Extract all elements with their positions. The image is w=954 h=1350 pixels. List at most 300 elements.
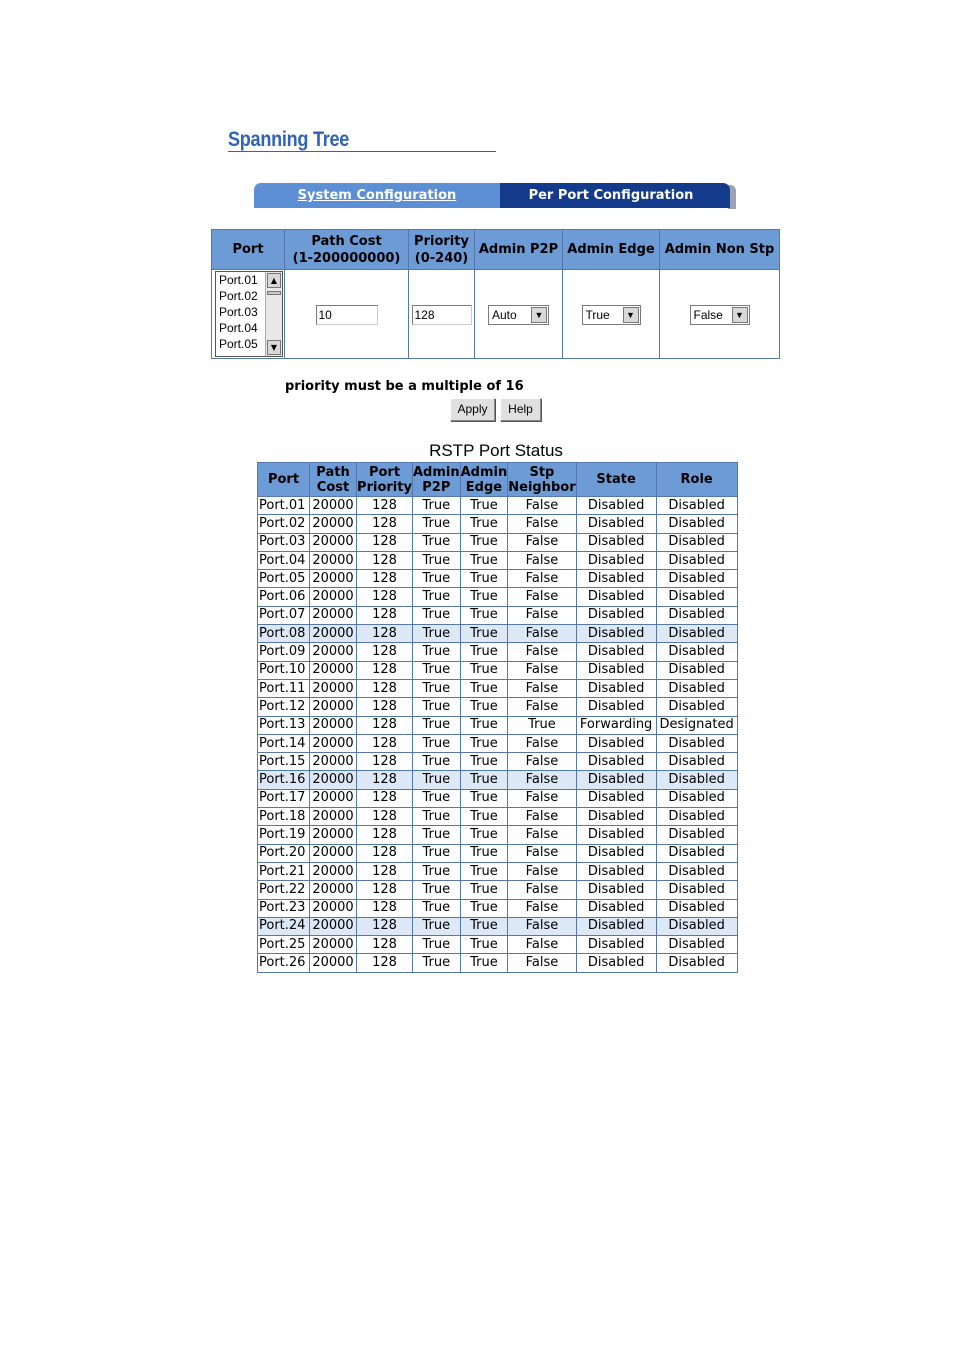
table-cell: 128	[357, 679, 413, 697]
table-cell: Disabled	[656, 643, 737, 661]
table-cell: True	[413, 771, 461, 789]
table-cell: True	[460, 698, 508, 716]
table-cell: True	[413, 698, 461, 716]
priority-cell	[409, 270, 475, 359]
table-cell: 20000	[310, 716, 357, 734]
table-cell: Disabled	[656, 734, 737, 752]
col-priority-range: (0-240)	[414, 250, 469, 266]
table-cell: True	[413, 606, 461, 624]
path-cost-cell	[285, 270, 409, 359]
table-cell: Port.20	[258, 844, 310, 862]
table-cell: 20000	[310, 899, 357, 917]
table-cell: Disabled	[576, 917, 656, 935]
table-cell: Port.15	[258, 753, 310, 771]
table-cell: Disabled	[656, 570, 737, 588]
table-cell: Port.26	[258, 954, 310, 972]
status-col-stp-neighbor-l1: Stp	[529, 464, 555, 480]
col-priority-label: Priority	[414, 233, 469, 249]
chevron-down-icon[interactable]: ▼	[531, 307, 547, 323]
priority-note: priority must be a multiple of 16	[285, 379, 524, 394]
table-cell: True	[413, 570, 461, 588]
table-cell: 20000	[310, 625, 357, 643]
table-cell: False	[508, 643, 576, 661]
table-cell: Disabled	[656, 881, 737, 899]
table-cell: Disabled	[656, 808, 737, 826]
table-cell: Disabled	[576, 771, 656, 789]
scroll-up-icon[interactable]: ▲	[267, 273, 281, 288]
table-cell: Port.08	[258, 625, 310, 643]
admin-non-stp-select[interactable]	[690, 305, 750, 325]
rstp-status-title: RSTP Port Status	[429, 441, 563, 460]
page-title-text: Spanning Tree	[228, 128, 350, 151]
path-cost-input[interactable]: 10	[316, 305, 378, 325]
table-cell: True	[413, 515, 461, 533]
table-row	[258, 826, 738, 844]
table-cell: 128	[357, 954, 413, 972]
table-cell: 20000	[310, 679, 357, 697]
table-cell: 128	[357, 625, 413, 643]
col-priority	[409, 230, 475, 270]
table-row	[258, 533, 738, 551]
table-cell: Disabled	[576, 844, 656, 862]
table-cell: 128	[357, 734, 413, 752]
rstp-status-body	[258, 497, 738, 973]
table-cell: True	[460, 497, 508, 515]
table-cell: True	[460, 734, 508, 752]
table-cell: True	[460, 679, 508, 697]
table-row	[258, 570, 738, 588]
table-cell: Disabled	[576, 753, 656, 771]
table-cell: 128	[357, 533, 413, 551]
table-cell: 128	[357, 606, 413, 624]
table-cell: Disabled	[576, 826, 656, 844]
table-cell: True	[413, 643, 461, 661]
table-cell: Port.10	[258, 661, 310, 679]
table-row	[258, 734, 738, 752]
table-cell: 20000	[310, 533, 357, 551]
table-cell: 128	[357, 771, 413, 789]
table-cell: 20000	[310, 844, 357, 862]
table-cell: Port.16	[258, 771, 310, 789]
status-col-admin-p2p-l1: Admin	[413, 464, 460, 480]
table-cell: False	[508, 497, 576, 515]
table-cell: Forwarding	[576, 716, 656, 734]
table-cell: True	[460, 588, 508, 606]
table-cell: True	[460, 936, 508, 954]
tab-system-configuration[interactable]: System Configuration	[254, 183, 500, 208]
col-port: Port	[212, 230, 285, 270]
table-cell: False	[508, 533, 576, 551]
table-cell: Disabled	[576, 808, 656, 826]
status-col-port-priority-l2: Priority	[357, 479, 412, 495]
table-cell: 128	[357, 551, 413, 569]
table-cell: 20000	[310, 570, 357, 588]
table-cell: True	[460, 844, 508, 862]
table-cell: Disabled	[656, 606, 737, 624]
chevron-down-icon[interactable]: ▼	[732, 307, 748, 323]
table-cell: Disabled	[656, 661, 737, 679]
table-cell: Disabled	[576, 588, 656, 606]
table-row	[258, 862, 738, 880]
listbox-scrollbar[interactable]	[265, 272, 282, 356]
table-cell: 128	[357, 789, 413, 807]
tab-per-port-configuration[interactable]: Per Port Configuration	[492, 183, 730, 208]
col-path-cost-range: (1-200000000)	[292, 250, 401, 266]
status-col-role: Role	[656, 463, 737, 497]
status-col-admin-p2p	[413, 463, 461, 497]
table-cell: False	[508, 917, 576, 935]
table-cell: Port.23	[258, 899, 310, 917]
table-cell: 128	[357, 570, 413, 588]
table-cell: True	[413, 625, 461, 643]
table-cell: Disabled	[656, 826, 737, 844]
table-cell: 20000	[310, 515, 357, 533]
table-cell: False	[508, 844, 576, 862]
table-cell: False	[508, 588, 576, 606]
table-cell: 20000	[310, 698, 357, 716]
table-cell: Disabled	[656, 625, 737, 643]
table-cell: 20000	[310, 862, 357, 880]
table-cell: True	[460, 826, 508, 844]
table-row	[258, 917, 738, 935]
status-col-path-cost	[310, 463, 357, 497]
table-cell: Port.21	[258, 862, 310, 880]
table-cell: True	[413, 826, 461, 844]
table-cell: Disabled	[576, 625, 656, 643]
port-option[interactable]: Port.04	[219, 321, 258, 335]
table-cell: True	[460, 771, 508, 789]
table-cell: Port.12	[258, 698, 310, 716]
table-cell: Disabled	[656, 862, 737, 880]
table-row	[258, 954, 738, 972]
table-cell: True	[413, 808, 461, 826]
table-cell: True	[460, 808, 508, 826]
table-cell: Disabled	[576, 862, 656, 880]
table-cell: Port.14	[258, 734, 310, 752]
table-row	[258, 698, 738, 716]
table-row	[258, 606, 738, 624]
table-cell: True	[413, 734, 461, 752]
status-col-path-cost-l2: Cost	[316, 479, 350, 495]
status-col-stp-neighbor-l2: Neighbor	[508, 479, 576, 495]
table-cell: False	[508, 625, 576, 643]
table-cell: Port.22	[258, 881, 310, 899]
table-cell: Port.18	[258, 808, 310, 826]
table-row	[258, 844, 738, 862]
table-cell: True	[460, 551, 508, 569]
table-row	[258, 771, 738, 789]
table-cell: Port.11	[258, 679, 310, 697]
table-cell: Disabled	[576, 936, 656, 954]
table-cell: True	[460, 917, 508, 935]
table-cell: 128	[357, 917, 413, 935]
table-cell: True	[460, 533, 508, 551]
table-row	[258, 625, 738, 643]
table-cell: Disabled	[576, 643, 656, 661]
table-cell: False	[508, 734, 576, 752]
table-cell: True	[413, 954, 461, 972]
table-cell: Port.04	[258, 551, 310, 569]
table-cell: 20000	[310, 753, 357, 771]
table-cell: Port.07	[258, 606, 310, 624]
table-cell: Disabled	[656, 789, 737, 807]
table-cell: True	[413, 899, 461, 917]
table-row	[258, 789, 738, 807]
table-cell: True	[460, 899, 508, 917]
port-config-table	[211, 229, 780, 359]
table-cell: 128	[357, 862, 413, 880]
table-cell: 20000	[310, 661, 357, 679]
admin-non-stp-value: False	[693, 307, 723, 322]
table-row	[258, 551, 738, 569]
table-cell: Disabled	[576, 679, 656, 697]
table-cell: True	[460, 661, 508, 679]
table-cell: False	[508, 551, 576, 569]
table-cell: Disabled	[576, 515, 656, 533]
table-cell: Disabled	[656, 936, 737, 954]
table-cell: Disabled	[656, 771, 737, 789]
table-cell: False	[508, 771, 576, 789]
table-cell: Port.25	[258, 936, 310, 954]
table-cell: 128	[357, 515, 413, 533]
table-cell: Disabled	[576, 551, 656, 569]
table-cell: Port.13	[258, 716, 310, 734]
table-cell: True	[508, 716, 576, 734]
table-cell: Disabled	[656, 588, 737, 606]
table-row	[258, 643, 738, 661]
table-cell: 128	[357, 698, 413, 716]
table-cell: Port.05	[258, 570, 310, 588]
table-cell: False	[508, 661, 576, 679]
table-cell: Designated	[656, 716, 737, 734]
table-row	[258, 808, 738, 826]
table-cell: Disabled	[656, 917, 737, 935]
table-cell: False	[508, 753, 576, 771]
table-cell: Disabled	[656, 551, 737, 569]
table-cell: 20000	[310, 936, 357, 954]
table-row	[258, 716, 738, 734]
table-cell: True	[460, 515, 508, 533]
table-cell: True	[413, 844, 461, 862]
table-cell: False	[508, 698, 576, 716]
table-row	[258, 881, 738, 899]
table-row	[258, 497, 738, 515]
table-cell: True	[413, 533, 461, 551]
port-cell	[212, 270, 285, 359]
table-cell: True	[413, 497, 461, 515]
table-cell: True	[413, 753, 461, 771]
table-cell: True	[460, 625, 508, 643]
table-cell: 20000	[310, 734, 357, 752]
table-cell: True	[413, 917, 461, 935]
table-row	[258, 661, 738, 679]
table-cell: 128	[357, 497, 413, 515]
status-col-admin-p2p-l2: P2P	[422, 479, 451, 495]
table-cell: 128	[357, 844, 413, 862]
admin-p2p-cell	[475, 270, 563, 359]
table-cell: 128	[357, 826, 413, 844]
table-cell: Disabled	[656, 753, 737, 771]
port-listbox[interactable]	[215, 271, 283, 357]
table-cell: 20000	[310, 954, 357, 972]
table-cell: Disabled	[576, 570, 656, 588]
table-cell: True	[460, 954, 508, 972]
status-col-admin-edge-l2: Edge	[465, 479, 503, 495]
table-cell: 128	[357, 716, 413, 734]
admin-p2p-select[interactable]	[488, 305, 549, 325]
title-underline	[228, 151, 496, 152]
table-cell: True	[460, 716, 508, 734]
table-cell: True	[460, 881, 508, 899]
table-cell: Disabled	[576, 789, 656, 807]
table-cell: True	[460, 789, 508, 807]
table-cell: Disabled	[656, 679, 737, 697]
admin-edge-value: True	[585, 307, 610, 322]
admin-edge-select[interactable]	[582, 305, 641, 325]
table-row	[258, 515, 738, 533]
table-cell: 128	[357, 753, 413, 771]
table-cell: False	[508, 570, 576, 588]
table-cell: True	[413, 936, 461, 954]
table-cell: Disabled	[656, 497, 737, 515]
col-admin-non-stp: Admin Non Stp	[660, 230, 780, 270]
table-cell: True	[413, 661, 461, 679]
table-cell: Port.02	[258, 515, 310, 533]
table-cell: 128	[357, 881, 413, 899]
table-cell: False	[508, 954, 576, 972]
table-cell: Port.06	[258, 588, 310, 606]
table-cell: 128	[357, 899, 413, 917]
help-button[interactable]: Help	[500, 398, 541, 421]
priority-input[interactable]: 128	[412, 305, 472, 325]
table-cell: True	[460, 643, 508, 661]
table-row	[258, 936, 738, 954]
table-cell: Disabled	[656, 515, 737, 533]
table-cell: Disabled	[656, 954, 737, 972]
admin-edge-cell	[563, 270, 660, 359]
table-cell: Disabled	[576, 698, 656, 716]
table-cell: True	[413, 862, 461, 880]
table-cell: Disabled	[576, 899, 656, 917]
table-row	[258, 679, 738, 697]
table-cell: Disabled	[576, 606, 656, 624]
status-col-state: State	[576, 463, 656, 497]
table-row	[258, 899, 738, 917]
table-cell: 20000	[310, 808, 357, 826]
table-cell: Disabled	[656, 844, 737, 862]
col-path-cost-label: Path Cost	[311, 233, 382, 249]
table-cell: True	[460, 862, 508, 880]
table-cell: False	[508, 808, 576, 826]
scroll-thumb[interactable]	[267, 291, 281, 295]
table-cell: True	[413, 551, 461, 569]
page-title	[228, 128, 496, 154]
table-cell: Disabled	[656, 698, 737, 716]
table-row	[258, 753, 738, 771]
port-option[interactable]: Port.02	[219, 289, 258, 303]
table-cell: True	[460, 570, 508, 588]
table-cell: False	[508, 826, 576, 844]
table-cell: False	[508, 515, 576, 533]
table-cell: 128	[357, 936, 413, 954]
status-col-port: Port	[258, 463, 310, 497]
table-cell: 20000	[310, 606, 357, 624]
table-cell: Port.17	[258, 789, 310, 807]
table-cell: Port.09	[258, 643, 310, 661]
table-cell: 128	[357, 588, 413, 606]
admin-non-stp-cell	[660, 270, 780, 359]
table-cell: False	[508, 936, 576, 954]
table-cell: Disabled	[576, 954, 656, 972]
status-col-stp-neighbor	[508, 463, 576, 497]
table-cell: 20000	[310, 643, 357, 661]
table-cell: Port.03	[258, 533, 310, 551]
apply-button[interactable]: Apply	[450, 398, 495, 421]
table-row	[258, 588, 738, 606]
table-cell: 20000	[310, 771, 357, 789]
table-cell: 20000	[310, 497, 357, 515]
table-cell: 128	[357, 643, 413, 661]
table-cell: False	[508, 881, 576, 899]
table-cell: True	[413, 881, 461, 899]
table-cell: Disabled	[656, 533, 737, 551]
table-cell: True	[413, 679, 461, 697]
table-cell: False	[508, 606, 576, 624]
table-cell: Disabled	[576, 533, 656, 551]
table-cell: Disabled	[576, 661, 656, 679]
table-cell: 20000	[310, 789, 357, 807]
table-cell: False	[508, 862, 576, 880]
table-cell: 128	[357, 808, 413, 826]
table-cell: True	[413, 716, 461, 734]
table-cell: Port.01	[258, 497, 310, 515]
table-cell: False	[508, 899, 576, 917]
port-option[interactable]: Port.05	[219, 337, 258, 351]
table-cell: Port.24	[258, 917, 310, 935]
status-col-path-cost-l1: Path	[316, 464, 350, 480]
tab-bar	[254, 183, 736, 209]
table-cell: Disabled	[576, 497, 656, 515]
status-col-port-priority-l1: Port	[368, 464, 401, 480]
chevron-down-icon[interactable]: ▼	[623, 307, 639, 323]
table-cell: 20000	[310, 551, 357, 569]
table-cell: Port.19	[258, 826, 310, 844]
admin-p2p-value: Auto	[492, 307, 517, 322]
scroll-down-icon[interactable]: ▼	[267, 340, 281, 355]
status-col-port-priority	[357, 463, 413, 497]
port-option[interactable]: Port.03	[219, 305, 258, 319]
table-cell: Disabled	[576, 734, 656, 752]
table-cell: 20000	[310, 588, 357, 606]
col-admin-p2p: Admin P2P	[475, 230, 563, 270]
table-cell: 128	[357, 661, 413, 679]
table-cell: 20000	[310, 826, 357, 844]
table-cell: 20000	[310, 881, 357, 899]
table-cell: False	[508, 679, 576, 697]
status-col-admin-edge-l1: Admin	[460, 464, 508, 480]
col-path-cost	[285, 230, 409, 270]
table-cell: True	[413, 588, 461, 606]
table-cell: True	[460, 753, 508, 771]
table-cell: True	[460, 606, 508, 624]
table-cell: Disabled	[576, 881, 656, 899]
table-cell: 20000	[310, 917, 357, 935]
table-cell: False	[508, 789, 576, 807]
table-cell: True	[413, 789, 461, 807]
table-cell: Disabled	[656, 899, 737, 917]
col-admin-edge: Admin Edge	[563, 230, 660, 270]
port-option[interactable]: Port.01	[219, 273, 258, 287]
